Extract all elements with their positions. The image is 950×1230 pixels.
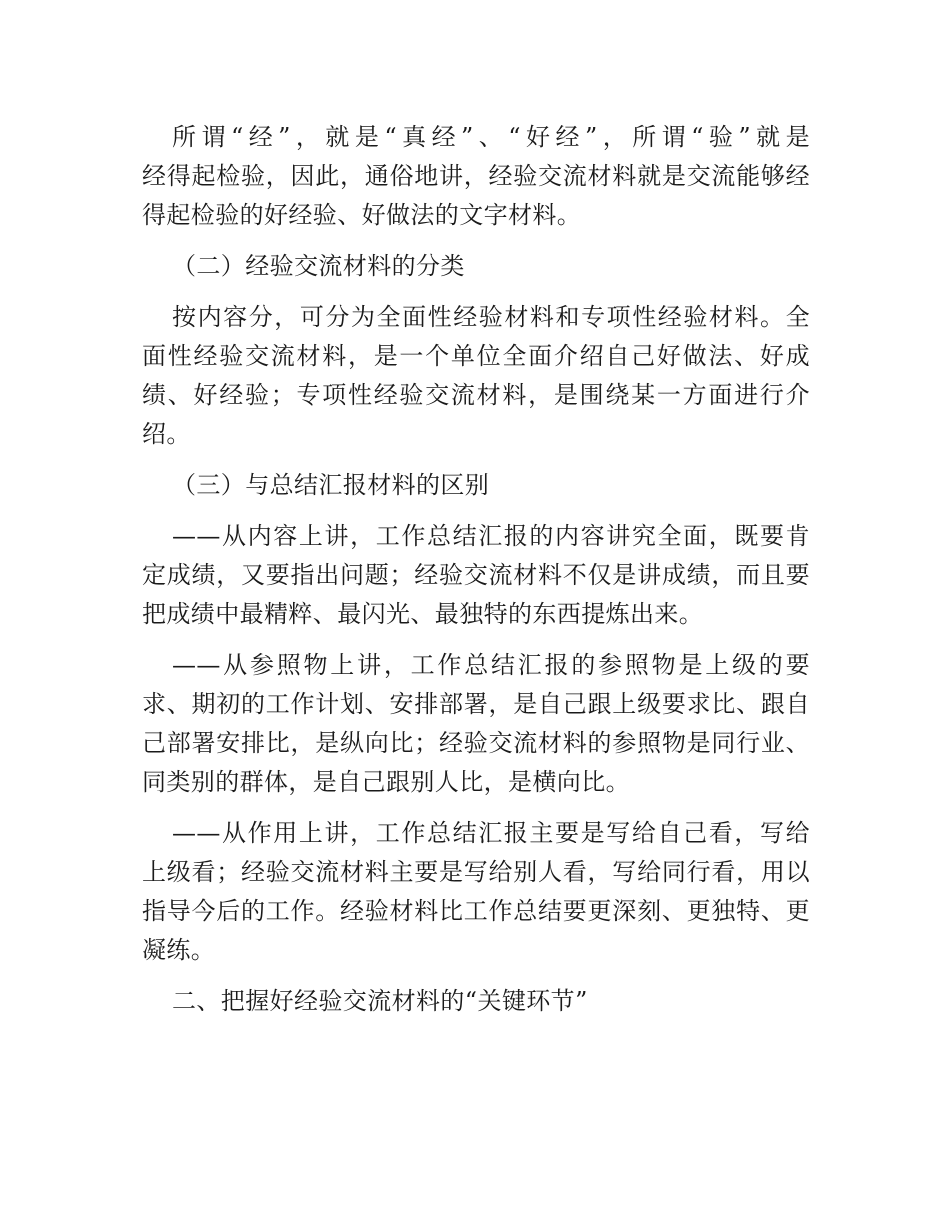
text-line: 同类别的群体，是自己跟别人比，是横向比。 [142,768,630,796]
paragraph-classification [142,298,810,454]
text-line: 上级看；经验交流材料主要是写给别人看，写给同行看，用以 [142,858,810,886]
text-line: ——从内容上讲，工作总结汇报的内容讲究全面，既要肯 [172,522,810,550]
section-heading-key-steps: 二、把握好经验交流材料的“关键环节” [172,987,588,1015]
paragraph-definition [142,118,810,235]
text-line: 经得起检验，因此，通俗地讲，经验交流材料就是交流能够经 [142,162,810,190]
text-line: ——从作用上讲，工作总结汇报主要是写给自己看，写给 [172,819,810,847]
section-heading-classification: （二）经验交流材料的分类 [172,252,465,280]
text-line: ——从参照物上讲，工作总结汇报的参照物是上级的要 [172,651,810,679]
paragraph-content-comparison [142,517,810,634]
paragraph-reference-comparison [142,646,810,802]
text-line: 求、期初的工作计划、安排部署，是自己跟上级要求比、跟自 [142,690,810,718]
section-heading-difference: （三）与总结汇报材料的区别 [172,471,490,499]
text-line: 按内容分，可分为全面性经验材料和专项性经验材料。全 [172,303,810,331]
text-line: 得起检验的好经验、好做法的文字材料。 [142,201,582,229]
text-line: 己部署安排比，是纵向比；经验交流材料的参照物是同行业、 [142,729,810,757]
text-line: 把成绩中最精粹、最闪光、最独特的东西提炼出来。 [142,600,704,628]
text-line: 定成绩，又要指出问题；经验交流材料不仅是讲成绩，而且要 [142,561,810,589]
text-line: 面性经验交流材料，是一个单位全面介绍自己好做法、好成 [142,342,810,370]
text-line: 凝练。 [142,936,216,964]
text-line: 指导今后的工作。经验材料比工作总结要更深刻、更独特、更 [142,897,810,925]
document-page [142,118,810,1033]
paragraph-purpose-comparison [142,814,810,970]
text-line: 所谓“经”，就是“真经”、“好经”，所谓“验”就是 [172,123,810,151]
text-line: 绍。 [142,420,191,448]
text-line: 绩、好经验；专项性经验交流材料，是围绕某一方面进行介 [142,381,810,409]
